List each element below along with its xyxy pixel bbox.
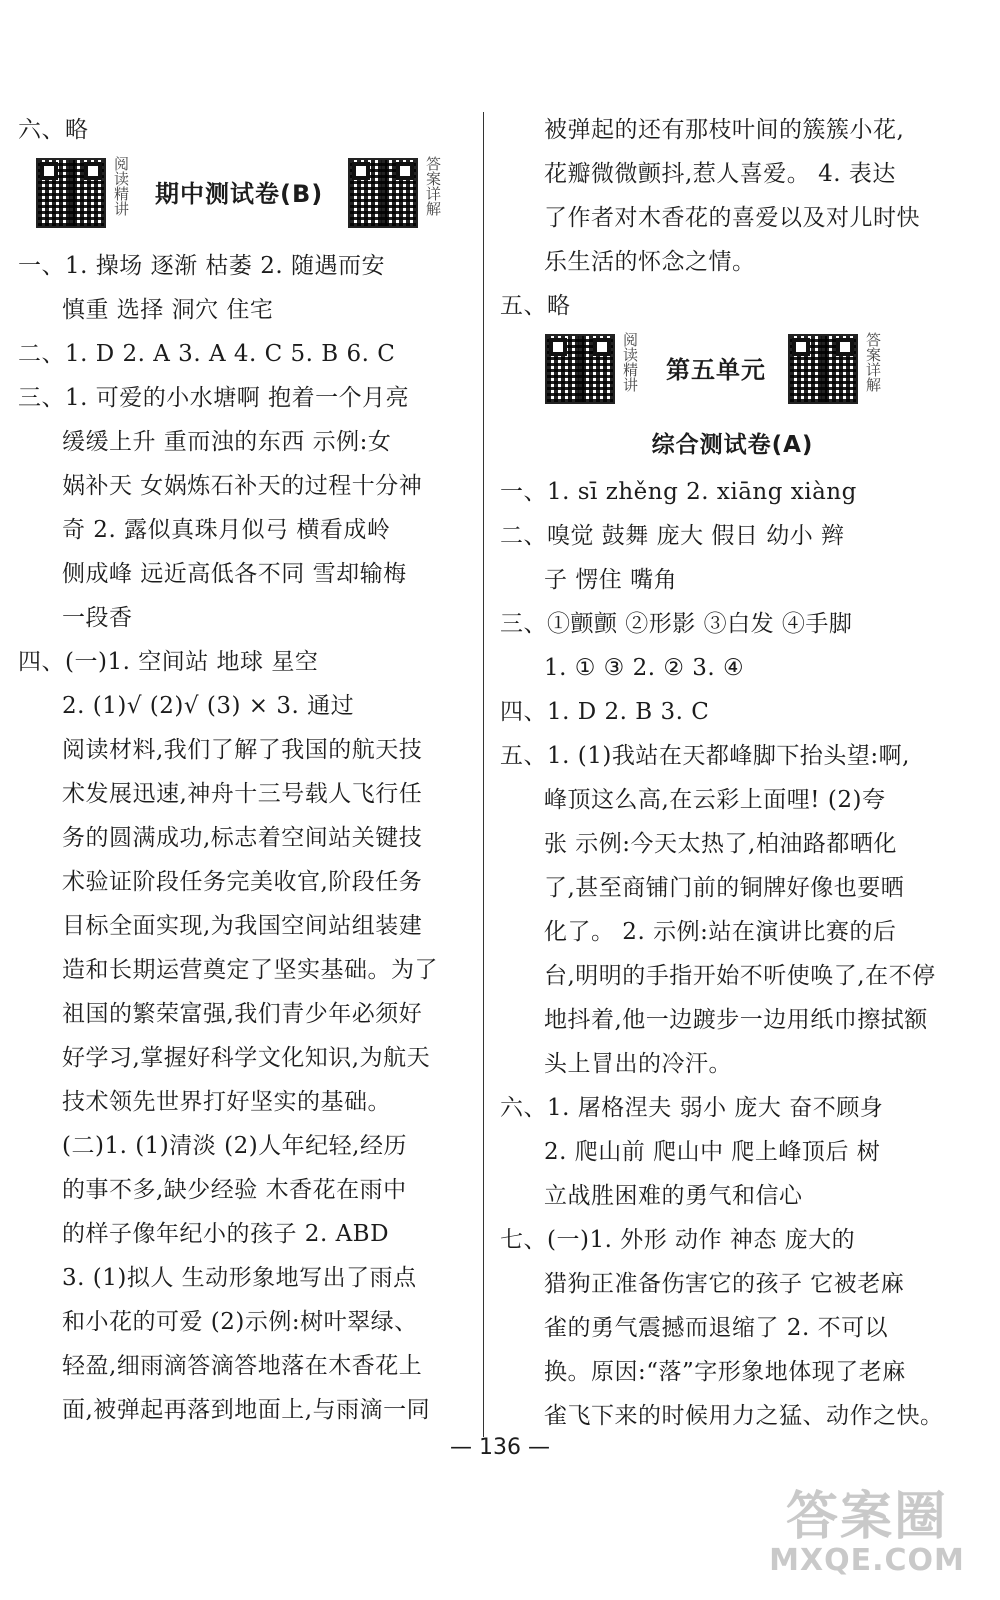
qr-code-icon[interactable] — [348, 158, 418, 228]
answer-line: 2. (1)√ (2)√ (3) × 3. 通过 — [62, 693, 355, 719]
section-title: 第五单元 — [666, 356, 766, 384]
answer-line: 四、1. D 2. B 3. C — [500, 699, 710, 725]
answer-line: 被弹起的还有那枝叶间的簇簇小花, — [544, 117, 905, 143]
answer-line: 张 示例:今天太热了,柏油路都晒化 — [544, 831, 897, 857]
answer-line: 轻盈,细雨滴答滴答地落在木香花上 — [62, 1353, 423, 1379]
section-title: 期中测试卷(B) — [155, 180, 324, 208]
answer-line: 祖国的繁荣富强,我们青少年必须好 — [62, 1001, 423, 1027]
answer-line: 娲补天 女娲炼石补天的过程十分神 — [62, 473, 423, 499]
answer-line: 峰顶这么高,在云彩上面哩! (2)夸 — [544, 787, 886, 813]
answer-line: 二、1. D 2. A 3. A 4. C 5. B 6. C — [18, 341, 396, 367]
answer-line: 七、(一)1. 外形 动作 神态 庞大的 — [500, 1227, 856, 1253]
answer-line: 技术领先世界打好坚实的基础。 — [62, 1089, 391, 1115]
right-column — [500, 108, 965, 1438]
section-header-unit5 — [500, 330, 965, 414]
answer-line: 五、略 — [500, 293, 571, 319]
answer-line: 了,甚至商铺门前的铜牌好像也要晒 — [544, 875, 905, 901]
answer-line: 六、1. 屠格涅夫 弱小 庞大 奋不顾身 — [500, 1095, 884, 1121]
answer-line: 台,明明的手指开始不听使唤了,在不停 — [544, 963, 936, 989]
answer-line: 乐生活的怀念之情。 — [544, 249, 756, 275]
answer-line: 务的圆满成功,标志着空间站关键技 — [62, 825, 423, 851]
answer-line: 三、①颤颤 ②形影 ③白发 ④手脚 — [500, 611, 853, 637]
right-answer-lines — [500, 470, 965, 1438]
answer-line: 地抖着,他一边踱步一边用纸巾擦拭额 — [544, 1007, 928, 1033]
answer-line: 二、嗅觉 鼓舞 庞大 假日 幼小 辫 — [500, 523, 845, 549]
section-header-midterm — [18, 154, 468, 238]
answer-line: 立战胜困难的勇气和信心 — [544, 1183, 803, 1209]
column-divider — [483, 112, 484, 1437]
qr-label-reading: 阅读精讲 — [112, 156, 130, 216]
answer-line: 的事不多,缺少经验 木香花在雨中 — [62, 1177, 407, 1203]
answer-line: 3. (1)拟人 生动形象地写出了雨点 — [62, 1265, 417, 1291]
answer-line: 子 愣住 嘴角 — [544, 567, 678, 593]
answer-line: (二)1. (1)清淡 (2)人年纪轻,经历 — [62, 1133, 407, 1159]
answer-line: 了作者对木香花的喜爱以及对儿时快 — [544, 205, 920, 231]
qr-code-icon[interactable] — [545, 334, 615, 404]
answer-line: 五、1. (1)我站在天都峰脚下抬头望:啊, — [500, 743, 910, 769]
answer-line: 术验证阶段任务完美收官,阶段任务 — [62, 869, 423, 895]
answer-line: 造和长期运营奠定了坚实基础。为了 — [62, 957, 438, 983]
answer-line: 缓缓上升 重而浊的东西 示例:女 — [62, 429, 392, 455]
answer-line: 好学习,掌握好科学文化知识,为航天 — [62, 1045, 431, 1071]
qr-code-icon[interactable] — [36, 158, 106, 228]
answer-line: 雀的勇气震撼而退缩了 2. 不可以 — [544, 1315, 889, 1341]
answer-line: 面,被弹起再落到地面上,与雨滴一同 — [62, 1397, 431, 1423]
qr-code-icon[interactable] — [788, 334, 858, 404]
answer-line: 花瓣微微颤抖,惹人喜爱。 4. 表达 — [544, 161, 896, 187]
answer-line: 和小花的可爱 (2)示例:树叶翠绿、 — [62, 1309, 418, 1335]
qr-label-reading: 阅读精讲 — [621, 332, 639, 392]
answer-line: 慎重 选择 洞穴 住宅 — [62, 297, 274, 323]
qr-label-answers: 答案详解 — [424, 156, 442, 216]
answer-line: 1. ① ③ 2. ② 3. ④ — [544, 655, 745, 681]
answer-line-six: 六、略 — [18, 117, 89, 143]
answer-line: 四、(一)1. 空间站 地球 星空 — [18, 649, 319, 675]
answer-line: 一段香 — [62, 605, 133, 631]
answer-line: 头上冒出的冷汗。 — [544, 1051, 732, 1077]
answer-line: 三、1. 可爱的小水塘啊 抱着一个月亮 — [18, 385, 410, 411]
answer-line: 2. 爬山前 爬山中 爬上峰顶后 树 — [544, 1139, 881, 1165]
answer-line: 一、1. 操场 逐渐 枯萎 2. 随遇而安 — [18, 253, 385, 279]
answer-line: 一、1. sī zhěng 2. xiāng xiàng — [500, 479, 857, 505]
watermark-logo-text: 答案圈 — [785, 1487, 948, 1547]
answer-line: 奇 2. 露似真珠月似弓 横看成岭 — [62, 517, 391, 543]
right-answer-lines-top — [500, 108, 965, 328]
answer-line: 目标全面实现,为我国空间站组装建 — [62, 913, 423, 939]
watermark-url: MXQE.COM — [769, 1543, 965, 1578]
answer-line: 的样子像年纪小的孩子 2. ABD — [62, 1221, 390, 1247]
watermark-logo — [752, 1488, 982, 1576]
left-answer-lines — [18, 244, 468, 1432]
qr-label-answers: 答案详解 — [864, 332, 882, 392]
answer-line: 阅读材料,我们了解了我国的航天技 — [62, 737, 423, 763]
page-number: — 136 — — [450, 1435, 550, 1460]
answer-line: 化了。 2. 示例:站在演讲比赛的后 — [544, 919, 897, 945]
left-column — [18, 108, 468, 1432]
test-subtitle: 综合测试卷(A) — [651, 432, 814, 458]
answer-line: 猎狗正准备伤害它的孩子 它被老麻 — [544, 1271, 905, 1297]
answer-line: 侧成峰 远近高低各不同 雪却输梅 — [62, 561, 407, 587]
answer-line: 术发展迅速,神舟十三号载人飞行任 — [62, 781, 423, 807]
answer-line: 换。原因:“落”字形象地体现了老麻 — [544, 1359, 906, 1385]
answer-line: 雀飞下来的时候用力之猛、动作之快。 — [544, 1403, 944, 1429]
